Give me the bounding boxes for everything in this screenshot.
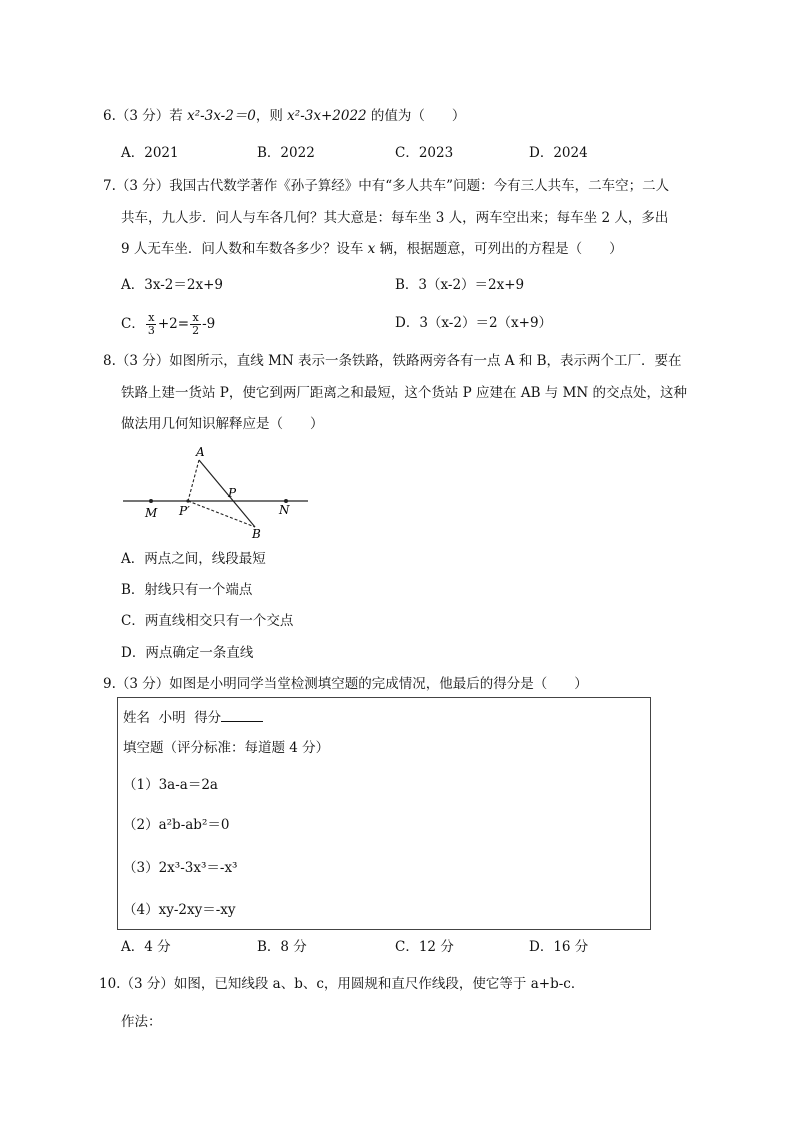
card-heading: 填空题（评分标准：每道题 4 分） [123, 740, 330, 756]
q10-stem: 10.（3 分）如图，已知线段 a、b、c，用圆规和直尺作线段，使它等于 a+b-c． [99, 976, 585, 992]
card-name-row: 姓名 小明 得分 [123, 709, 263, 727]
label-pprime: P′ [179, 504, 190, 518]
q7-stem-line3: 9 人无车坐．问人数和车数各多少？设车 x 辆，根据题意，可列出的方程是（ ） [121, 241, 623, 257]
q8-geometry-figure [115, 440, 320, 545]
label-n: N [279, 503, 290, 517]
label-m: M [145, 506, 158, 520]
point-pprime [186, 499, 189, 502]
q9-option-b: B．8 分 [257, 939, 307, 955]
label-p: P [228, 486, 237, 500]
q6-option-c: C．2023 [395, 145, 454, 161]
dashed-a-pprime [188, 460, 199, 501]
q8-option-c: C．两直线相交只有一个交点 [121, 613, 294, 629]
q6-expression: x²-3x+2022 [287, 108, 367, 124]
card-item-2: （2）a²b-ab²＝0 [123, 817, 230, 833]
q9-stem: 9.（3 分）如图是小明同学当堂检测填空题的完成情况，他最后的得分是（ ） [103, 676, 588, 692]
q7-option-c: C． $\frac{x}{3}$ +2= $\frac{x}{2}$ -9 [121, 311, 216, 337]
q7-option-a: A．3x-2＝2x+9 [121, 277, 223, 293]
score-blank [221, 709, 263, 722]
q9-option-c: C．12 分 [395, 939, 454, 955]
q8-option-d: D．两点确定一条直线 [121, 645, 254, 661]
fraction-x-over-2: $\frac{x}{2}$ [192, 311, 200, 337]
card-item-1: （1）3a-a＝2a [123, 777, 218, 793]
q7-stem-line1: 7.（3 分）我国古代数学著作《孙子算经》中有“多人共车”问题：今有三人共车，二车空；二人 [103, 178, 670, 194]
q8-stem-line1: 8.（3 分）如图所示，直线 MN 表示一条铁路，铁路两旁各有一点 A 和 B，表示两个工厂．要在 [103, 353, 682, 369]
q8-stem-line2: 铁路上建一货站 P，使它到两厂距离之和最短，这个货站 P 应建在 AB 与 MN 的交点处，这种 [121, 385, 688, 401]
q9-option-a: A．4 分 [121, 939, 171, 955]
q6-option-a: A．2021 [121, 145, 179, 161]
q7-option-d: D．3（x-2）＝2（x+9） [395, 315, 553, 331]
q6-stem: 6.（3 分）若 x²-3x-2＝0，则 x²-3x+2022 的值为（ ） [103, 108, 466, 124]
label-b: B [252, 527, 261, 541]
card-item-3: （3）2x³-3x³＝-x³ [123, 860, 238, 876]
q9-answer-card [117, 697, 651, 930]
segment-ab [199, 460, 255, 527]
fraction-x-over-3: $\frac{x}{3}$ [147, 311, 155, 337]
dashed-pprime-b [188, 501, 255, 527]
q8-option-a: A．两点之间，线段最短 [121, 551, 266, 567]
q8-option-b: B．射线只有一个端点 [121, 582, 253, 598]
q8-stem-line3: 做法用几何知识解释应是（ ） [121, 416, 324, 432]
label-a: A [196, 445, 205, 459]
q7-stem-line2: 共车，九人步．问人与车各几何？其大意是：每车坐 3 人，两车空出来；每车坐 2 人，多出 [121, 210, 669, 226]
q9-option-d: D．16 分 [529, 939, 589, 955]
card-item-4: （4）xy-2xy＝-xy [123, 902, 236, 918]
q6-condition: x²-3x-2＝0 [187, 108, 256, 124]
q10-method-label: 作法： [121, 1014, 162, 1030]
point-m [149, 499, 153, 503]
q6-option-b: B．2022 [257, 145, 315, 161]
q6-option-d: D．2024 [529, 145, 588, 161]
q7-option-b: B．3（x-2）＝2x+9 [395, 277, 525, 293]
